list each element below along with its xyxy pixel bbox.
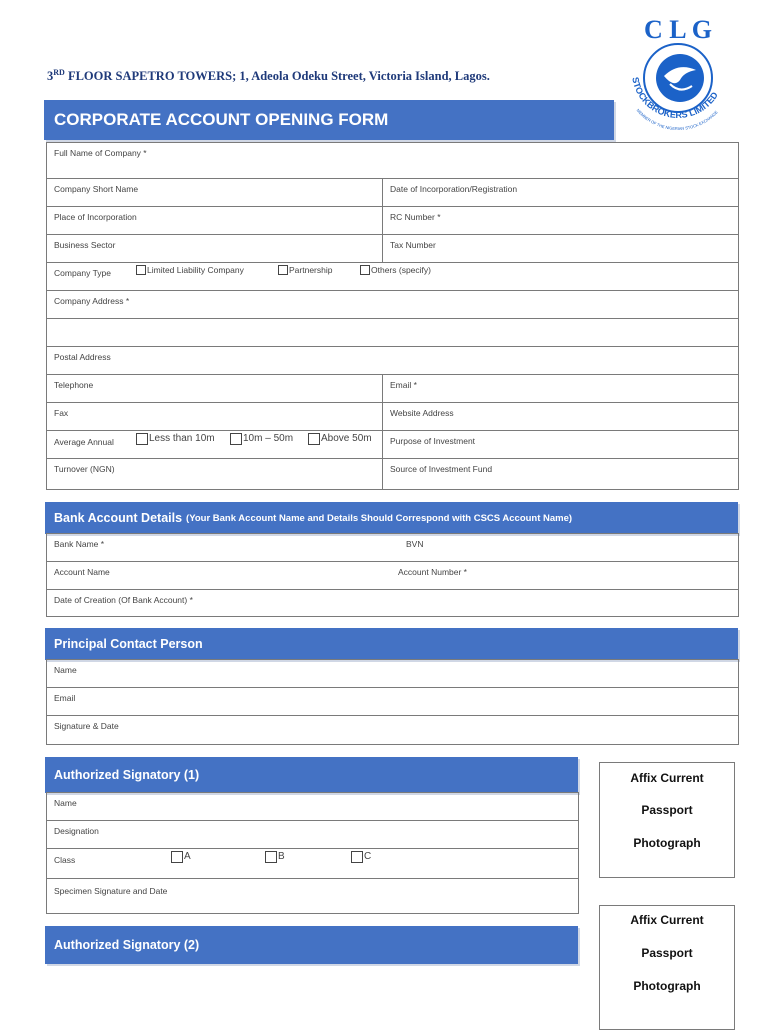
- date-incorp-label[interactable]: Date of Incorporation/Registration: [382, 179, 517, 206]
- checkbox-less-than-10m[interactable]: Less than 10m: [136, 433, 215, 445]
- clg-logo: [618, 10, 738, 135]
- checkbox-above-50m[interactable]: Above 50m: [308, 433, 372, 445]
- date-of-creation-label[interactable]: Date of Creation (Of Bank Account) *: [54, 595, 193, 605]
- bank-section-header: [45, 502, 738, 534]
- postal-address-label[interactable]: Postal Address: [54, 352, 111, 362]
- average-annual-label: Average Annual: [54, 437, 114, 447]
- contact-email-label[interactable]: Email: [54, 693, 76, 703]
- company-address-header: 3RD FLOOR SAPETRO TOWERS; 1, Adeola Odeku Street, Victoria Island, Lagos.: [47, 68, 490, 84]
- fax-label[interactable]: Fax: [54, 408, 69, 418]
- checkbox-class-c[interactable]: C: [351, 851, 371, 863]
- checkbox-class-a[interactable]: A: [171, 851, 191, 863]
- purpose-label[interactable]: Purpose of Investment: [382, 431, 475, 458]
- website-label[interactable]: Website Address: [382, 403, 454, 430]
- email-label[interactable]: Email *: [382, 375, 417, 402]
- signatory1-section-header: Authorized Signatory (1): [45, 757, 578, 793]
- logo-ring-text: STOCKBROKERS LIMITED: [630, 76, 720, 121]
- form-title: CORPORATE ACCOUNT OPENING FORM: [44, 100, 614, 140]
- bank-section-note: (Your Bank Account Name and Details Should Correspond with CSCS Account Name): [186, 512, 573, 524]
- contact-name-label[interactable]: Name: [54, 665, 77, 675]
- signatory1-grid: [46, 792, 579, 914]
- company-address-line2[interactable]: [47, 319, 738, 347]
- full-name-label: Full Name of Company *: [54, 148, 147, 158]
- company-address-label[interactable]: Company Address *: [54, 296, 130, 306]
- checkbox-others[interactable]: Others (specify): [360, 265, 431, 275]
- photo1-line1: Affix Current: [630, 771, 704, 785]
- signatory1-class-label: Class: [54, 855, 76, 865]
- checkbox-class-b[interactable]: B: [265, 851, 285, 863]
- photo1-line2: Passport: [641, 803, 693, 817]
- rc-number-label[interactable]: RC Number *: [382, 207, 441, 234]
- photo2-line3: Photograph: [633, 979, 701, 993]
- short-name-label[interactable]: Company Short Name: [54, 184, 139, 194]
- telephone-label[interactable]: Telephone: [54, 380, 94, 390]
- turnover-label: Turnover (NGN): [54, 464, 115, 474]
- signatory1-name-label[interactable]: Name: [54, 798, 77, 808]
- account-number-label[interactable]: Account Number *: [398, 567, 467, 577]
- photo2-line1: Affix Current: [630, 913, 704, 927]
- contact-signature-label[interactable]: Signature & Date: [54, 721, 119, 731]
- contact-grid: [46, 659, 739, 745]
- business-sector-label[interactable]: Business Sector: [54, 240, 116, 250]
- checkbox-partnership[interactable]: Partnership: [278, 265, 332, 275]
- company-details-grid: [46, 142, 739, 490]
- logo-letters: C L G: [644, 15, 712, 44]
- passport-photo-box-2[interactable]: [599, 905, 735, 1030]
- place-incorp-label[interactable]: Place of Incorporation: [54, 212, 137, 222]
- checkbox-limited-liability[interactable]: Limited Liability Company: [136, 265, 244, 275]
- photo1-line3: Photograph: [633, 836, 701, 850]
- tax-number-label[interactable]: Tax Number: [382, 235, 436, 262]
- photo2-line2: Passport: [641, 946, 693, 960]
- contact-section-header: Principal Contact Person: [45, 628, 738, 660]
- checkbox-10m-50m[interactable]: 10m – 50m: [230, 433, 293, 445]
- bank-section-title: Bank Account Details: [54, 511, 183, 525]
- specimen-signature-label[interactable]: Specimen Signature and Date: [54, 886, 168, 896]
- signatory1-designation-label[interactable]: Designation: [54, 826, 99, 836]
- signatory2-section-header: Authorized Signatory (2): [45, 926, 578, 964]
- full-name-row[interactable]: [47, 143, 738, 179]
- bvn-label[interactable]: BVN: [406, 539, 424, 549]
- passport-photo-box-1[interactable]: [599, 762, 735, 878]
- logo-ring-text-small: MEMBER OF THE NIGERIAN STOCK EXCHANGE: [635, 107, 719, 132]
- bank-details-grid: [46, 533, 739, 617]
- company-type-label: Company Type: [54, 268, 112, 278]
- account-name-label[interactable]: Account Name: [54, 567, 110, 577]
- source-of-fund-label[interactable]: Source of Investment Fund: [382, 459, 492, 489]
- bank-name-label[interactable]: Bank Name *: [54, 539, 105, 549]
